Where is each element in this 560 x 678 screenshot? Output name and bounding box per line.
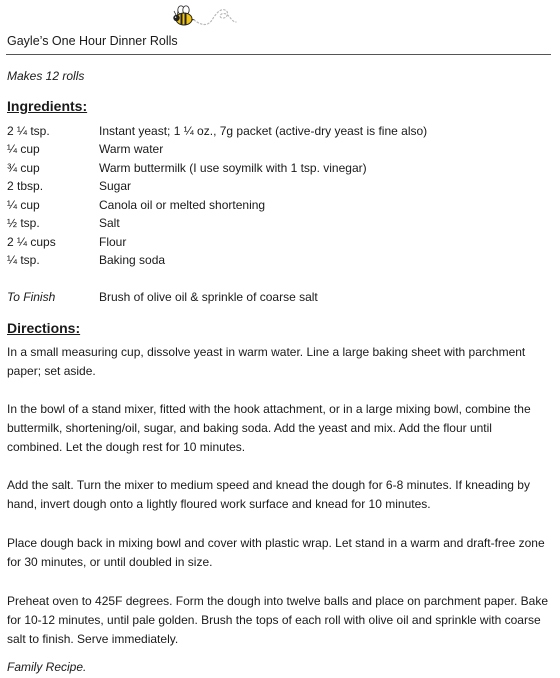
directions-heading: Directions: (7, 320, 81, 336)
ingredient-name: Warm water (99, 142, 164, 156)
ingredients-heading: Ingredients: (7, 98, 88, 114)
direction-step: In the bowl of a stand mixer, fitted with the hook attachment, or in a large mixing bowl, combine the buttermilk, shortening/oil, sugar, and baking soda. Add the yeast and mix. Add the flour until combined. Let the dough rest for 10 minutes. (7, 402, 531, 454)
ingredient-name: Sugar (99, 179, 132, 193)
ingredient-name: Instant yeast; 1 ¼ oz., 7g packet (active-dry yeast is fine also) (99, 124, 428, 138)
ingredient-quantity: ¼ tsp. (7, 253, 40, 267)
ingredient-name: Baking soda (99, 253, 166, 267)
ingredient-quantity: 2 tbsp. (7, 179, 44, 193)
ingredient-name: Warm buttermilk (I use soymilk with 1 tsp. vinegar) (99, 161, 367, 175)
direction-step: In a small measuring cup, dissolve yeast in warm water. Line a large baking sheet with parchment paper; set aside. (7, 345, 526, 378)
ingredient-quantity: ½ tsp. (7, 216, 40, 230)
recipe-source-note: Family Recipe. (7, 660, 87, 674)
ingredient-quantity: ¾ cup (7, 161, 40, 175)
ingredient-quantity: ¼ cup (7, 198, 40, 212)
title-divider (6, 54, 551, 55)
ingredient-name: Flour (99, 235, 127, 249)
ingredient-quantity: ¼ cup (7, 142, 40, 156)
ingredient-name: Canola oil or melted shortening (99, 198, 266, 212)
bee-logo-icon (172, 4, 238, 30)
ingredient-name: Salt (99, 216, 120, 230)
direction-step: Place dough back in mixing bowl and cover with plastic wrap. Let stand in a warm and draft-free zone for 30 minutes, or until doubled in size. (7, 536, 545, 569)
recipe-title: Gayle’s One Hour Dinner Rolls (7, 34, 178, 48)
direction-step: Preheat oven to 425F degrees. Form the dough into twelve balls and place on parchment paper. Bake for 10-12 minutes, until pale golden. Brush the tops of each roll with olive oil and sprinkle with coarse salt to finish. Serve immediately. (7, 594, 549, 646)
direction-step: Add the salt. Turn the mixer to medium speed and knead the dough for 6-8 minutes. If kneading by hand, invert dough onto a lightly floured work surface and knead for 10 minutes. (7, 478, 530, 511)
ingredient-quantity: 2 ¼ tsp. (7, 124, 50, 138)
ingredient-quantity: 2 ¼ cups (7, 235, 56, 249)
to-finish-text: Brush of olive oil & sprinkle of coarse salt (99, 290, 318, 304)
recipe-yield: Makes 12 rolls (7, 69, 85, 83)
to-finish-label: To Finish (7, 290, 56, 304)
